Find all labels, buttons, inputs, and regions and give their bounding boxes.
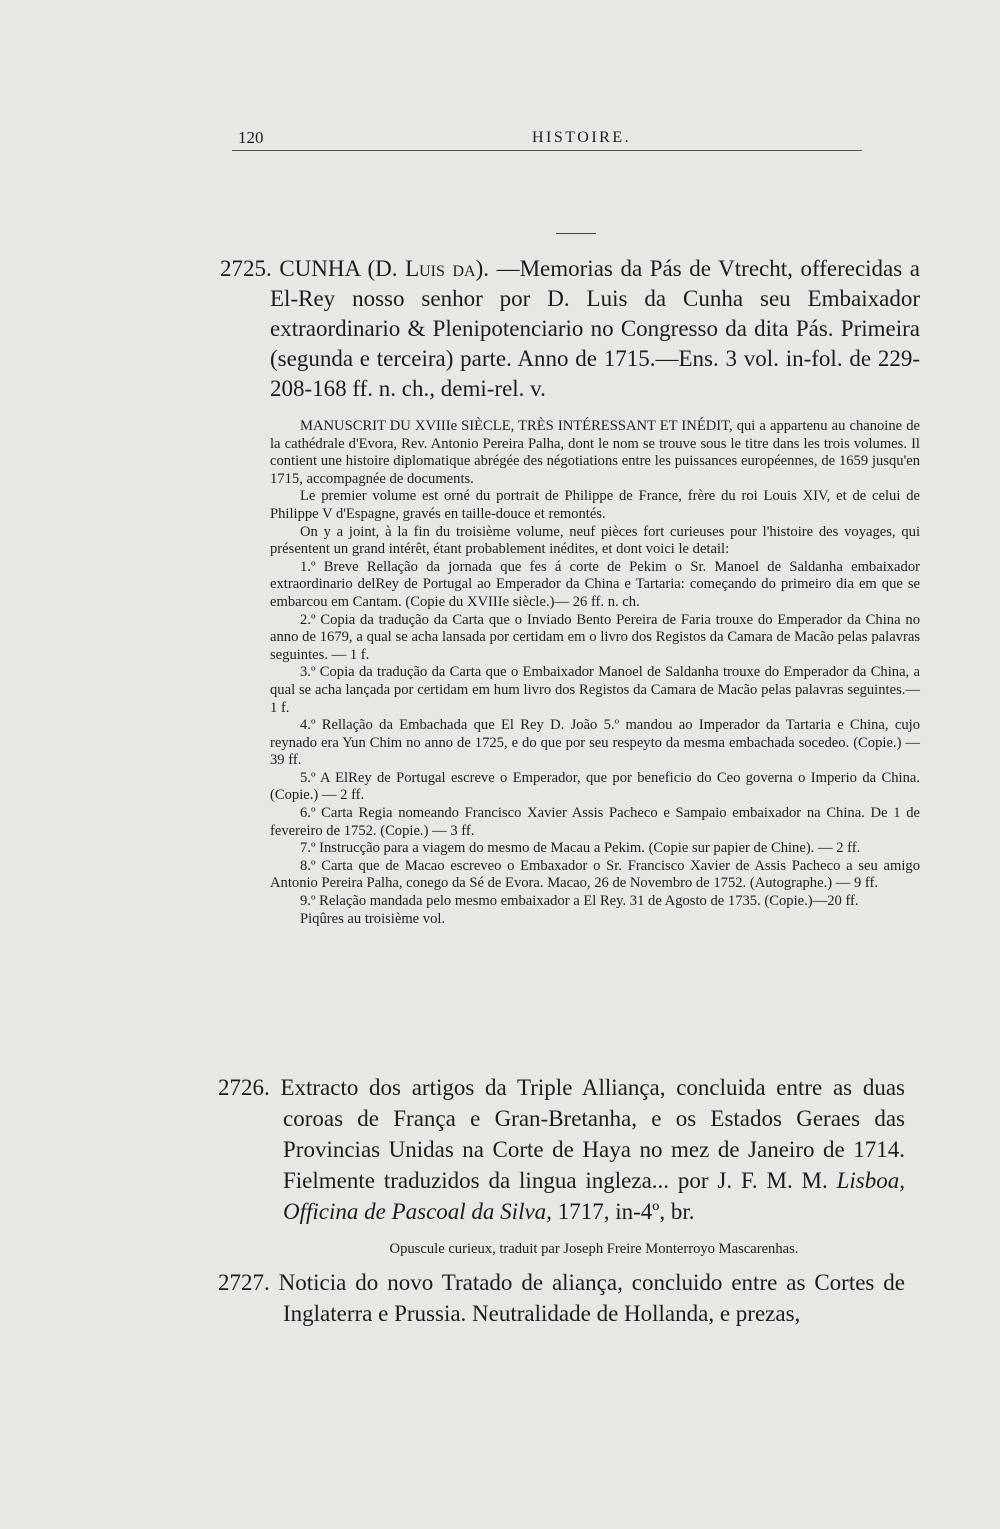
note-paragraph: On y a joint, à la fin du troisième volume, neuf pièces fort curieuses pour l'histoire des voyages, qui présentent un grand intérêt, étant probablement inédites, et dont voici le detail:	[270, 523, 920, 558]
page-header	[232, 126, 862, 151]
entry-number: 2725.	[220, 256, 272, 281]
note-item: 4.º Rellação da Embachada que El Rey D. João 5.º mandou ao Imperador da Tartaria e China, cujo reynado era Yun Chim no anno de 1725, e do que por seu respeyto da mesma embachada socedeo. (Copie.) — 39 ff.	[270, 717, 920, 769]
page-number: 120	[238, 128, 264, 147]
entry-2727-title	[218, 1267, 905, 1329]
note-paragraph: Le premier volume est orné du portrait de Philippe de France, frère du roi Louis XIV, et de celui de Philippe V d'Espagne, gravés en taille-douce et remontés.	[270, 488, 920, 522]
entry-2726-title	[218, 1072, 905, 1227]
entry-title: Noticia do novo Tratado de aliança, concluido entre as Cortes de Inglaterra e Prussia. Neutralidade de Hollanda, e prezas,	[278, 1270, 905, 1326]
note-item: 6.º Carta Regia nomeando Francisco Xavier Assis Pacheco e Sampaio embaixador na China. De 1 de fevereiro de 1752. (Copie.) — 3 ff.	[270, 805, 920, 839]
running-title: HISTOIRE.	[532, 129, 632, 146]
entry-2727	[218, 1267, 905, 1329]
entry-2726-note: Opuscule curieux, traduit par Joseph Freire Monterroyo Mascarenhas.	[389, 1241, 799, 1257]
note-item: 3.º Copia da tradução da Carta que o Embaixador Manoel de Saldanha trouxe do Emperador da China, a qual se acha lançada por certidam em hum livro dos Registos da Camara de Macão pelas palavras seguintes.—1 f.	[270, 664, 920, 716]
note-item: 7.º Instrucção para a viagem do mesmo de Macau a Pekim. (Copie sur papier de Chine). — 2 ff.	[300, 840, 861, 857]
section-rule	[556, 233, 596, 234]
note-item: 1.º Breve Rellação da jornada que fes á corte de Pekim o Sr. Manoel de Saldanha embaixador extraordinario delRey de Portugal ao Emperador da China e Tartaria: começando do primeiro dia em que se embarcou em Cantam. (Copie du XVIIIe siècle.)— 26 ff. n. ch.	[270, 558, 920, 610]
note-item: 5.º A ElRey de Portugal escreve o Emperador, que por beneficio do Ceo governa o Imperio da China. (Copie.) — 2 ff.	[270, 769, 920, 804]
entry-title: ). —Memorias da Pás de Vtrecht, offerecidas a El-Rey nosso senhor por D. Luis da Cunha seu Embaixador extraordinario & Plenipotenciario no Congresso da dita Pás. Primeira (segunda e terceira) parte. Anno de 1715.—Ens. 3 vol. in-fol. de 229-208-168 ff. n. ch., demi-rel. v.	[270, 256, 921, 401]
entry-2725-notes	[270, 418, 920, 928]
entry-number: 2727.	[218, 1270, 270, 1295]
entry-2725	[220, 254, 921, 928]
entry-imprint: Lisboa, Officina de Pascoal da Silva,	[283, 1168, 905, 1224]
note-item: 9.º Relação mandada pelo mesmo embaixador a El Rey. 31 de Agosto de 1735. (Copie.)—20 ff.	[300, 893, 859, 910]
entry-2725-title	[220, 254, 921, 404]
entry-title: Extracto dos artigos da Triple Alliança, concluida entre as duas coroas de França e Gran-Bretanha, e os Estados Geraes das Provincias Unidas na Corte de Haya no mez de Janeiro de 1714. Fielmente traduzidos da lingua ingleza... por J. F. M. M.	[280, 1075, 905, 1193]
entry-author: CUNHA (D.	[279, 256, 406, 281]
note-paragraph: Piqûres au troisième vol.	[300, 910, 446, 927]
note-item: 2.º Copia da tradução da Carta que o Inviado Bento Pereira de Faria trouxe do Emperador da China no anno de 1679, a qual se acha lansada por certidam em o livro dos Registos da Camara de Macão pelas palavras seguintes. — 1 f.	[270, 611, 920, 663]
entry-2726	[218, 1072, 905, 1258]
entry-format: 1717, in-4º, br.	[551, 1199, 695, 1224]
entry-author-smallcaps: Luis da	[405, 256, 476, 281]
note-item: 8.º Carta que de Macao escreveo o Embaxador o Sr. Francisco Xavier de Assis Pacheco a seu amigo Antonio Pereira Palha, conego da Sé de Evora. Macao, 26 de Novembro de 1752. (Autographe.) — 9 ff.	[270, 857, 920, 892]
note-paragraph: MANUSCRIT DU XVIIIe SIÈCLE, TRÈS INTÉRESSANT ET INÉDIT, qui a appartenu au chanoine de la cathédrale d'Evora, Rev. Antonio Pereira Palha, dont le nom se trouve sous le titre dans les trois volumes. Il contient une histoire diplomatique abrégée des négotiations entre les puissances européennes, de 1659 jusqu'en 1715, accompagnée de documents.	[270, 418, 920, 487]
entry-number: 2726.	[218, 1075, 270, 1100]
